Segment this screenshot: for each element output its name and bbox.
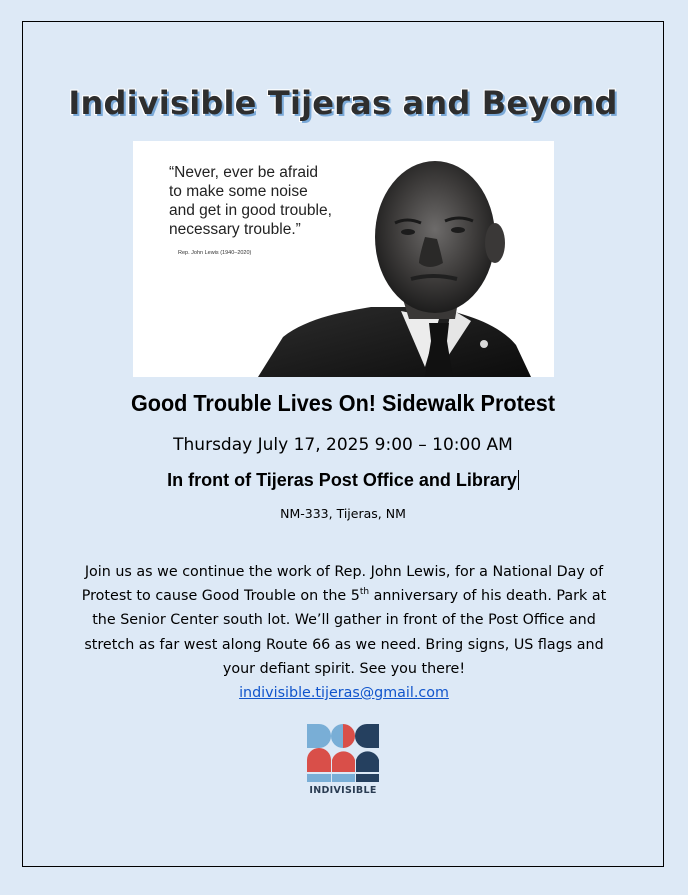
quote-line: and get in good trouble, — [169, 202, 332, 219]
text-cursor — [518, 470, 519, 490]
quote-line: to make some noise — [169, 183, 308, 200]
john-lewis-quote-image — [133, 141, 554, 377]
quote-line: “Never, ever be afraid — [169, 164, 319, 181]
quote-attribution: Rep. John Lewis (1940–2020) — [178, 250, 252, 256]
logo-wordmark: INDIVISIBLE — [309, 785, 377, 796]
ordinal-suffix: th — [359, 587, 370, 598]
quote-text — [169, 163, 379, 239]
contact-email-link[interactable]: indivisible.tijeras@gmail.com — [239, 685, 449, 702]
event-description — [73, 560, 615, 705]
description-text-cont: anniversary of his death. Park at the Senior Center south lot. We’ll gather in front of the Post Office and stretch as far west along Route 66 as we need. Bring signs, US flags and your defiant spirit. See you there! — [84, 588, 607, 677]
event-address: NM-333, Tijeras, NM — [280, 506, 406, 521]
event-title: Good Trouble Lives On! Sidewalk Protest — [130, 390, 556, 416]
event-location-line — [23, 470, 663, 491]
event-location: In front of Tijeras Post Office and Library — [167, 470, 517, 490]
flyer-page — [22, 21, 664, 867]
description-text: Join us as we continue the work of Rep. John Lewis, for a National Day of Protest to cause Good Trouble on the 5 — [81, 564, 604, 605]
event-date: Thursday July 17, 2025 9:00 – 10:00 AM — [173, 435, 513, 455]
page-title: Indivisible Tijeras and Beyond — [68, 84, 618, 122]
quote-line: necessary trouble.” — [169, 221, 301, 238]
